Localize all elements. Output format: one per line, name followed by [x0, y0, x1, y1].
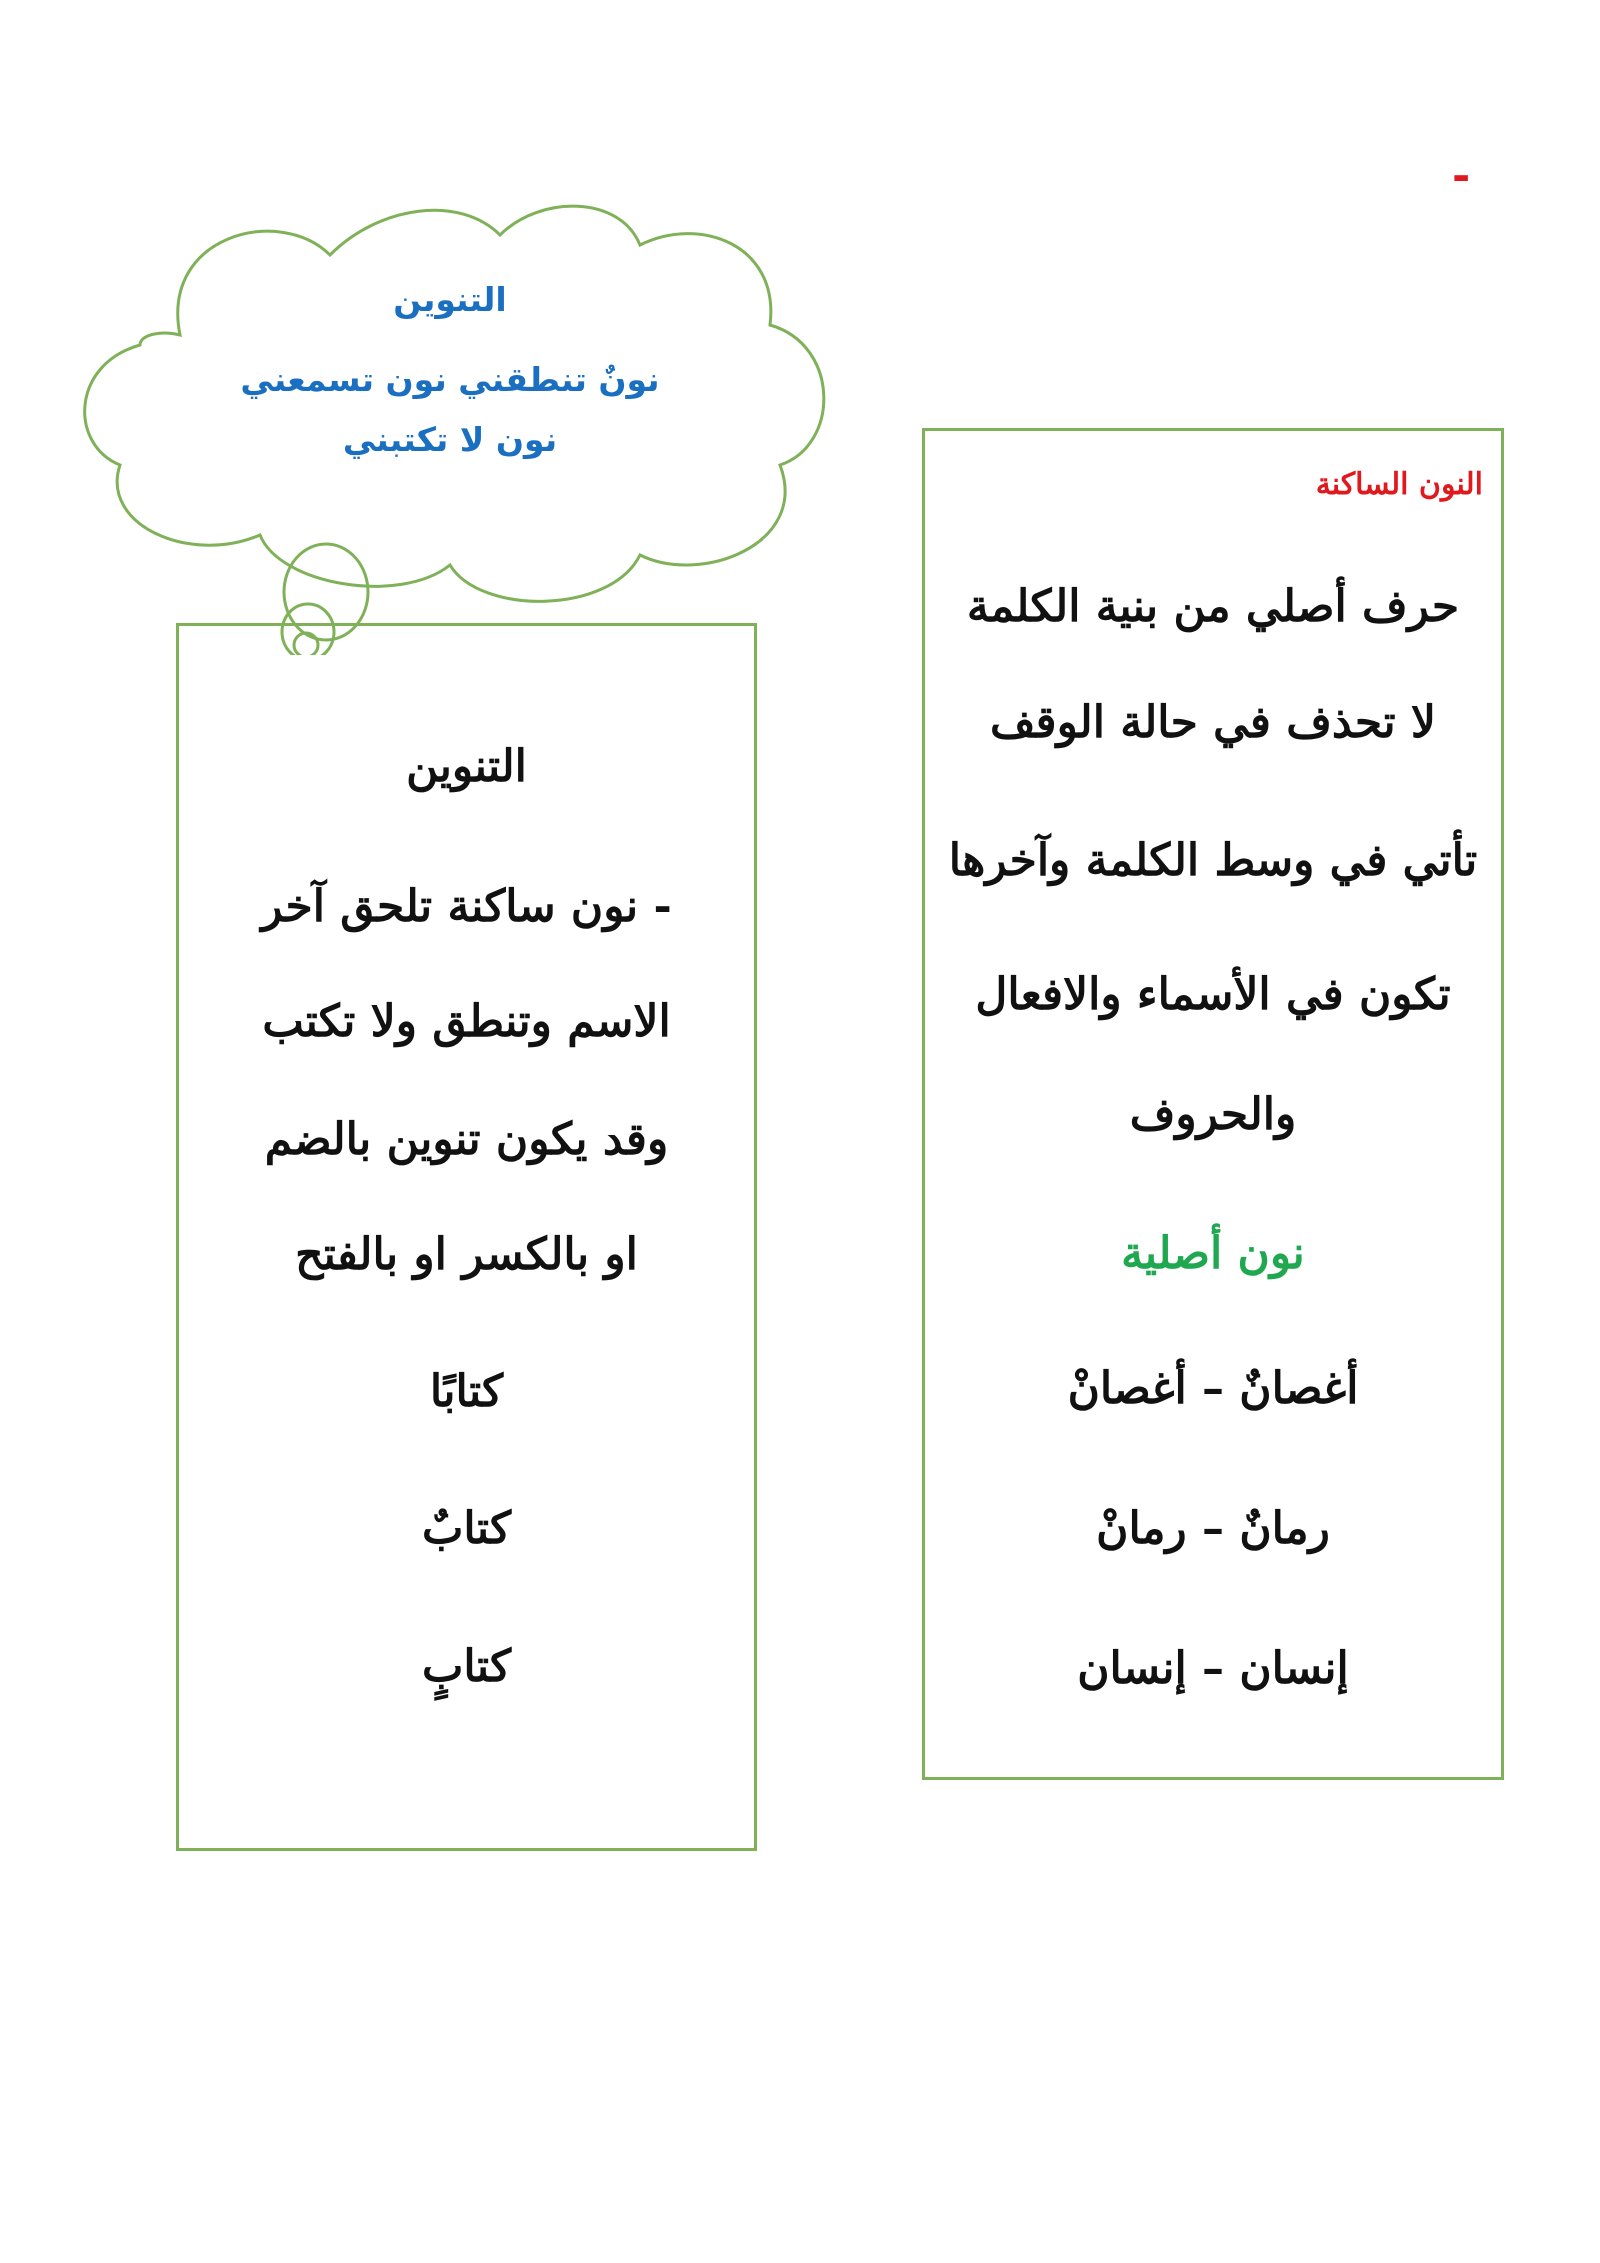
example-line: رمانٌ – رمانْ	[1096, 1503, 1330, 1554]
definition-line: او بالكسر او بالفتح	[295, 1229, 638, 1280]
cloud-line-1: نونٌ تنطقني نون تسمعني	[240, 360, 660, 399]
example-line: أغصانٌ – أغصانْ	[1067, 1363, 1359, 1414]
tanween-title: التنوين	[406, 741, 527, 792]
top-dash-mark: -	[1452, 150, 1471, 201]
original-noon-subtitle: نون أصلية	[1121, 1228, 1305, 1279]
definition-line: حرف أصلي من بنية الكلمة	[966, 581, 1460, 632]
definition-line: لا تحذف في حالة الوقف	[990, 697, 1436, 748]
tanween-box	[176, 623, 757, 1851]
definition-line: وقد يكون تنوين بالضم	[264, 1114, 669, 1165]
definition-line: - نون ساكنة تلحق آخر	[261, 881, 672, 932]
cloud-line-2: نون لا تكتبني	[342, 420, 558, 459]
definition-line: تكون في الأسماء والافعال	[975, 969, 1451, 1020]
example-word: كتابٍ	[421, 1641, 512, 1692]
sakin-noon-box	[922, 428, 1504, 1780]
thought-cloud	[80, 195, 840, 655]
example-word: كتابٌ	[421, 1503, 512, 1554]
example-word: كتابًا	[429, 1366, 504, 1417]
definition-line: والحروف	[1129, 1089, 1297, 1140]
definition-line: الاسم وتنطق ولا تكتب	[262, 996, 671, 1047]
cloud-title: التنوين	[393, 280, 507, 319]
sakin-noon-title: النون الساكنة	[1315, 467, 1483, 502]
example-line: إنسان – إنسان	[1077, 1643, 1349, 1694]
definition-line: تأتي في وسط الكلمة وآخرها	[948, 835, 1478, 886]
